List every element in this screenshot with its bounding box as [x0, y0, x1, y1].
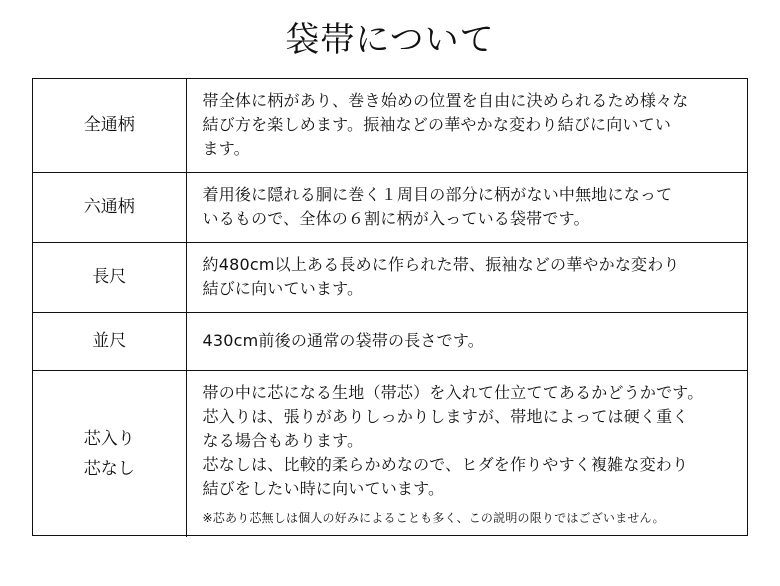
description-line: いるもので、全体の６割に柄が入っている袋帯です。 [202, 209, 590, 228]
description-cell [186, 312, 747, 370]
obi-table [33, 79, 747, 537]
page-title: 袋帯について [285, 20, 495, 60]
term-label: 芯なし [83, 458, 135, 479]
term-cell [33, 370, 186, 537]
description-line: 芯なしは、比較的柔らかめなので、ヒダを作りやすく複雑な変わり [202, 454, 689, 474]
description-line: 帯の中に芯になる生地（帯芯）を入れて仕立ててあるかどうかです。 [202, 382, 704, 402]
description-line: 結びに向いています。 [202, 279, 364, 298]
term-label: 六通柄 [83, 197, 135, 217]
term-label: 芯入り [83, 428, 135, 449]
description-cell [186, 79, 747, 172]
table-row [33, 370, 747, 537]
description-cell [186, 370, 747, 537]
description-line: 結びをしたい時に向いています。 [202, 478, 445, 498]
description-line: 結び方を楽しめます。振袖などの華やかな変わり結びに向いてい [202, 115, 672, 135]
term-cell [33, 172, 186, 242]
term-cell [33, 79, 186, 172]
obi-info-table [32, 78, 748, 536]
term-label: 長尺 [92, 267, 127, 287]
term-cell [33, 312, 186, 370]
description-line: 430cm前後の通常の袋帯の長さです。 [202, 331, 484, 350]
description-line: 帯全体に柄があり、巻き始めの位置を自由に決められるため様々な [202, 91, 689, 111]
description-cell [186, 242, 747, 312]
term-cell [33, 242, 186, 312]
footnote: ※芯あり芯無しは個人の好みによることも多く、この説明の限りではございません。 [202, 510, 665, 525]
description-line: なる場合もあります。 [202, 430, 364, 450]
term-label: 全通柄 [83, 115, 135, 136]
description-cell [186, 172, 747, 242]
description-line: 着用後に隠れる胴に巻く１周目の部分に柄がない中無地になって [202, 185, 673, 204]
table-row [33, 242, 747, 312]
description-line: 芯入りは、張りがありしっかりしますが、帯地によっては硬く重く [202, 406, 689, 426]
table-row [33, 312, 747, 370]
table-row [33, 172, 747, 242]
term-label: 並尺 [92, 331, 127, 351]
description-line: ます。 [202, 139, 250, 159]
table-row [33, 79, 747, 172]
description-line: 約480cm以上ある長めに作られた帯、振袖などの華やかな変わり [202, 255, 680, 274]
